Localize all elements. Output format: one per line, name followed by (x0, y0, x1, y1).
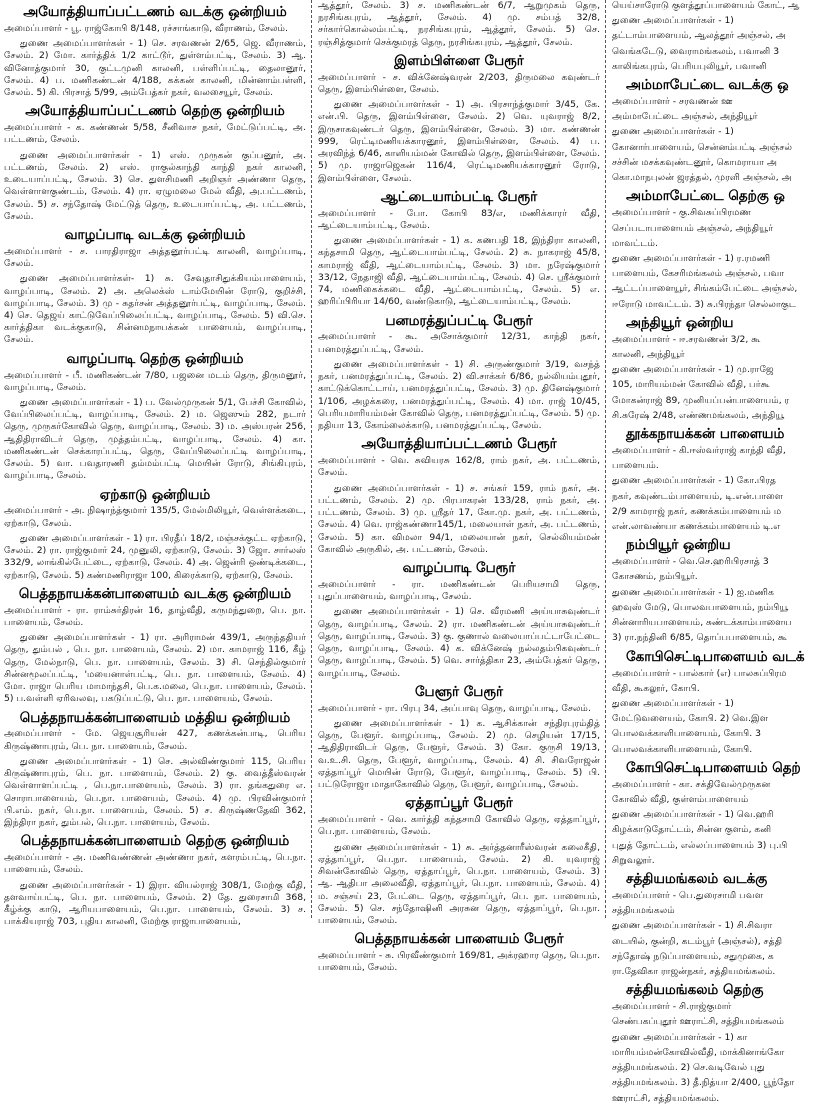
member-entry: துணை அமைப்பாளர்கள் - 1) (612, 126, 734, 138)
member-entry: துணை அமைப்பாளர்கள் - 1) செ. சரவணன் 2/65, ஜெ. வீராணம், சேலம். 2) மோ. கார்த்திக் 1/2 காட்டூர், துள்ளம்பட்டி, சேலம். 3) ஆ. வினோத்குமார் 30, குட்டமுனி காலனி, பள்ளிப்பட்டி, தைலானூர், சேலம். 4) ப. மணிகண்டன் 4/188, கக்கன் காலனி, மின்னாம்பள்ளி, சேலம். 5) கி. பிரசாத் 5/99, அம்பேத்கர் நகர், வலசையூர், சேலம். (4, 38, 306, 99)
org-section (318, 314, 600, 433)
member-entry: துணை அமைப்பாளர்கள் - 1) அ. பிரசாந்த்குமார் 3/45, கே. என்.பி. தெரு, இளம்பிள்ளை, சேலம். 2) வெ. யுவராஜ் 8/2, இருசாகவுண்டர் தெரு, இளம்பிள்ளை, சேலம். 3) மா. கண்ணன் 999, ரெட்டிமணியக்காரனூர், இளம்பிள்ளை, சேலம். 4) ப. அரவிந்த் 6/46, காளியம்மன் கோவில் தெரு, இளம்பிள்ளை, சேலம். 5) மு. ராஜாஜெகன் 116/4, ரெட்டிமணியக்காரனூர் ரோடு, இளம்பிள்ளை, சேலம். (318, 99, 600, 184)
convener-entry: அமைப்பாளர் - மே. ஜெயசூரியன் 427, கணக்கன்பாடி, பெரிய கிருஷ்ணாபுரம், பெ. நா. பாளையம், சேலம். (4, 728, 306, 752)
member-entry: வெங்கடேடு, வைராமங்கலம், பவானி 3 (612, 45, 780, 57)
org-section (318, 685, 600, 791)
member-entry: சின்னாரியபாளையம், சுண்டக்காம்பாளைய (612, 617, 792, 629)
member-entry: ஊராட்சி, சத்தியமங்கலம். (612, 1092, 720, 1104)
section-heading: வாழப்பாடி தெற்கு ஒன்றியம் (66, 350, 244, 367)
column-2 (314, 0, 604, 974)
org-section (318, 0, 600, 49)
convener-entry: அமைப்பாளர் - சு. பிரவீண்குமார் 169/81, அக்ரஹார தெரு, பெ.நா. பாளையம், சேலம். (318, 950, 600, 974)
convener-entry: அமைப்பாளர் - ரா. ராம்சுர்திரன் 16, தாழ்வீதி, கருமந்துறை, பெ. நா. பாளையம், சேலம். (4, 604, 306, 628)
member-entry: பாளையம். (612, 460, 659, 472)
member-entry: மாவட்டம். (612, 237, 658, 249)
member-entry: சந்தோஷ் நடுப்பாளையம், சதுமுகை, க (612, 950, 774, 962)
member-entry: துணை அமைப்பாளர்கள் - 1) ரா. அரிராமன் 439/1, அருந்ததியர் தெரு, தும்பல் , பெ. நா. பாளையம், சேலம். 2) மா. காமராஜ் 116, கீழ் தெரு, மேல்நாடு, பெ. நா. பாளையம், சேலம். 3) சி. செந்தில்குமார் சின்னமூலப்பட்டி, 'மயைனாள்பட்டி, பெ. நா. பாளையம், சேலம். 4) மோ. ராஜா பெரிய மாமாந்தசி, பெ.க.மலை, பெ.நா. பாளையம், சேலம். 5) ப.வள்ளி ஏரிவலவு, பகடுப்பட்டு, பெ. நா. பாளையம், சேலம். (4, 632, 306, 705)
member-entry: அமைப்பாளர் - சரவணன் ஊ (612, 96, 733, 108)
member-entry: அமைப்பாளர் - கா. சக்திவேல்முருகன (612, 778, 771, 790)
member-entry: துணை அமைப்பாளர்கள் - 1) கா (612, 1031, 748, 1043)
section-heading: வாழப்பாடி வடக்கு ஒன்றியம் (64, 226, 246, 243)
org-section (612, 983, 809, 1104)
column-1 (0, 0, 310, 928)
section-heading: பெத்தநாயக்கன்பாளையம் தெற்கு ஒன்றியம் (20, 833, 290, 850)
org-section (612, 538, 809, 644)
member-entry: வீதி, கூகலூர், கோபி. (612, 682, 700, 694)
section-heading: அயோத்தியாப்பட்டணம் பேரூர் (361, 436, 557, 453)
member-entry: துணை அமைப்பாளர்கள் - 1) க. கணபதி 18, இந்திரா காலனி, கந்தசாமி தெரு, ஆட்டையாம்பட்டி, சேலம். 2) சு. நாகராஜ் 45/8, காமராஜ் வீதி, ஆட்டையாம்பட்டி, சேலம். 3) மா. நரேஷ்குமார் 33/12, நேதாஜி வீதி, ஆட்டையாம்பட்டி, சேலம். 4) செ. ஸ்ரீக்குமார் 74, மணிகைக்கடை வீதி, ஆட்டையாம்பட்டி, சேலம். 5) எ. ஹரிப்பிரியா 14/60, வண்டுகாடு, ஆட்டையாம்பட்டி, சேலம். (318, 235, 600, 308)
org-section (612, 0, 809, 73)
member-entry: 105, மாரியம்மன் கோவில் வீதி, பர்கூ (612, 379, 770, 391)
member-entry: சிறுவலூர். (612, 854, 655, 866)
member-entry: மேட்டுவளையம், கோபி. 2) வெ.இள (612, 713, 769, 725)
section-heading: தூக்கநாயக்கன் பாளையம் (626, 426, 785, 443)
member-entry: கிழக்காடுதோட்டம், சின்ன குளம், கனி (612, 824, 772, 836)
member-entry: கோவில் வீதி, குள்ளம்பாளையம் (612, 793, 749, 805)
convener-entry: அமைப்பாளர் - ச. விக்னேஷ்வரன் 2/203, திருமலை கவுண்டர் தெரு, இளம்பிள்ளை, சேலம். (318, 71, 600, 96)
member-entry: ரா.தேவிகா ராஜன்நகர், சத்தியமங்கலம். (612, 966, 776, 978)
member-entry: அமைப்பாளர் - வெ.செ.ஹரிபிரசாத் 3 (612, 556, 769, 568)
section-heading: அம்மாபேட்டை தெற்கு ஒ (626, 188, 785, 205)
column-3 (608, 0, 813, 1104)
section-heading: பேளூர் பேரூர் (414, 683, 504, 700)
member-entry: சி.சுரேஷ் 2/48, எண்ணமங்கலம், அந்தியூ (612, 409, 785, 421)
member-entry: அமைப்பாளர் - பெ.துரைசாமி பவள (612, 890, 764, 901)
member-entry: நகர், கவுண்டம்பாளையம், டி.என்.பாளை (612, 490, 784, 502)
member-entry: அமைப்பாளர் - ஈ.சரவணன் 3/2, கூ (612, 333, 761, 345)
section-heading: இளம்பிள்ளை பேரூர் (394, 52, 524, 69)
org-section (318, 796, 600, 927)
convener-entry: அமைப்பாளர் - கூ. அசோக்குமார் 12/31, காந்தி நகர், பனமரத்துப்பட்டி, சேலம். (318, 331, 600, 355)
org-section (318, 932, 600, 974)
member-entry: பொலவக்காளிபாளையம், கோபி. (612, 743, 753, 755)
member-entry: துணை அமைப்பாளர்கள் - 1) ச. சங்கர் 159, ராம் நகர், அ. பட்டணம், சேலம். 2) மு. பிரபாகரன் 133/28, ராம் நகர், அ. பட்டணம், சேலம். 3) மு. ஸ்ரீதர் 17, கோ.மு. நகர், அ. பட்டணம், சேலம். 4) வெ. ராஜ்கண்ணா145/1, மலையாள் நகர், அ. பட்டணம், சேலம். 5) கா. விமலா 94/1, மலையான் நகர், செல்லியம்மன் கோவில் அருகில், அ. பட்டணம், சேலம். (318, 482, 600, 555)
member-entry: பொலவக்காளிபாளையம், கோபி. 3 (612, 728, 761, 740)
column-divider-1 (311, 0, 312, 918)
section-heading: கோபிசெட்டிபாளையம் வடக் (626, 648, 805, 665)
member-entry: காலனி, அந்தியூர் (612, 348, 685, 360)
section-heading: அந்தியூர் ஒன்றிய (626, 314, 734, 331)
member-entry: துணை அமைப்பாளர்கள் - 1) செ. வீரமணி அய்யாசுவுண்டர் தெரு, வாழப்பாடி, சேலம். 2) ரா. மணிகண்டன் அய்யாசுவுண்டர் தெரு, வாழப்பாடி, சேலம். 3) கு. குணால் வலையாப்பட்டாபேட்டை தெரு, வாழப்பாடி, சேலம். 4) க. விக்னேஷ் நல்லதம்பிகவுண்டர் தெரு, வாழப்பாடி, சேலம். 5) வெ. சார்த்திகா 23, அம்பேத்கர் தெரு, வாழப்பாடி, சேலம். (318, 606, 600, 679)
org-section (612, 427, 809, 533)
org-section (318, 54, 600, 185)
org-section (612, 78, 809, 184)
member-entry: 3) ரா.நந்தினி 6/85, தொப்பபாளையம், கூ (612, 632, 788, 644)
section-heading: அயோத்தியாப்பட்டணம் தெற்கு ஒன்றியம் (25, 103, 285, 120)
member-entry: யெய்சாரோடு குளத்தூப்பாளையம் கோட், ஆ (612, 0, 800, 11)
member-entry: காலிங்கபுரம், பெரியபுலியூர், பவானி (612, 60, 767, 72)
member-entry: சத்தியமங்கலம் (612, 905, 675, 917)
member-entry: துணை அமைப்பாளர்கள் - 1) வெ.ஹரி (612, 809, 774, 821)
member-entry: அமைப்பாளர் - கு.சிவசுப்பிரமண (612, 207, 752, 219)
org-section (4, 352, 306, 483)
member-entry: பாளையம், கேசரிமங்கலம் அஞ்சல், பவா (612, 268, 785, 280)
member-entry: டையில், குன்றி, கடம்பூர் (அஞ்சல்), சத்தி (612, 935, 783, 947)
member-entry: துணை அமைப்பாளர்கள் - 1) க. ஆசிக்கான் சந்திரபுரம்தித் தெரு, பேளூர். வாழப்பாடி, சேலம். 2) மு. செழியன் 17/15, ஆதிதிராவிடர் தெரு, பேளூர், சேலம். 3) கோ. குருசி 19/13, வ.உ.சி. தெரு, பேளூர், வாழப்பாடி, சேலம். 4) சி. சிவரோஜன் ஏத்தாப்பூர் மெயின் ரோடு, பேளூர், வாழப்பாடி, சேலம். 5) பி. பட்டுரோஜா மாதாகோவில் தெரு, பேளூர், வாழப்பாடி, சேலம். (318, 717, 600, 791)
member-entry: துணை அமைப்பாளர்கள் - 1) இரா. வியல்ராஜ் 308/1, மேற்கு வீதி, தளவாய்பட்டி, பெ. நா. பாளையம், சேலம். 2) தே. துரைசாமி 368, கீழ்க்கு காடு, ஆரியபாளையம், பெ.நா. பாளையம், சேலம். 3) ச. பாக்கியராஜ் 703, புதிய காலனி, மேற்கு ராஜாபாளையம், (4, 879, 306, 928)
section-heading: சத்தியமங்கலம் தெற்கு (626, 982, 764, 999)
member-entry: கொ.மாநபுலன் ஜரத்தல், முரளி அஞ்சல், அ (612, 172, 792, 184)
org-section (4, 834, 306, 928)
member-entry: துணை அமைப்பாளர்கள் - 1) செ. அல்விண்குமார் 115, பெரிய கிருஷ்ணாபுரம், பெ. நா. பாளையம், சேலம். 2) கு. வைத்தீஸ்வரன் வெள்ளாளப்பட்டி , பெ.நா.பாளையம், சேலம். 3) ரா. தங்கதுரை எ. சொராபாளையம், பெ.நா. பாளையம், சேலம். 4) மு. பிரவின்குமார் பி.எம். நகர், பெ.நா. பாளையம், சேலம். 5) ச. கிருஷ்ணதேவி 362, இந்திரா நகர், தும்பல், பெ.நா. பாளையம், சேலம். (4, 755, 306, 829)
org-section (612, 650, 809, 756)
section-heading: ஆட்டையாம்பட்டி பேரூர் (380, 188, 538, 205)
org-section (4, 5, 306, 99)
org-section (4, 488, 306, 582)
convener-entry: அமைப்பாளர் - வெ. கார்த்தி கந்தசாமி கோவில் தெரு, ஏத்தாப்பூர், பெ.நா. பாளையம், சேலம். (318, 814, 600, 838)
member-entry: துணை அமைப்பாளர்கள் - 1) மு.ராஜே (612, 364, 774, 376)
org-section (4, 587, 306, 706)
member-entry: துணை அமைப்பாளர்கள்- 1) சு. சேவுதாசிதுக்கியம்பாளையம், வாழப்பாடி, சேலம். 2) அ. அலெக்ஸ் டாம்மேயின் ரோடு, குறிச்சி, வாழப்பாடி, சேலம். 3) மு - சுதர்சன் அத்தனூர்பட்டி, வாழப்பாடி, சேலம். 4) செ. தெஜய் காட்டுவேப்பிலைப்பட்டி, வாழப்பாடி, சேலம். 5) வி.செ. கார்த்திகா வடக்குகாடு, சின்னமநாயக்கன் பாளையம், வாழப்பாடி, சேலம். (4, 273, 306, 346)
convener-entry: அமைப்பாளர் - வெ. சுவியரசு 162/8, ராம் நகர், அ. பட்டணம், சேலம். (318, 455, 600, 479)
org-section (612, 761, 809, 867)
member-entry: என்.லாவண்யா கணக்கம்பாளையம் டி.எ (612, 521, 781, 533)
member-entry: அம்மாபேட்டை அஞ்சல், அந்தியூர் (612, 111, 758, 123)
section-heading: அயோத்தியாப்பட்டணம் வடக்கு ஒன்றியம் (23, 4, 287, 20)
convener-entry: அமைப்பாளர் - ரா. பிரபு 34, அப்பாவு தெரு, வாழப்பாடி, சேலம். (318, 702, 591, 714)
org-section (612, 189, 809, 310)
section-heading: பெத்தநாயக்கன்பாளையம் வடக்கு ஒன்றியம் (18, 585, 292, 602)
convener-entry: அமைப்பாளர் - க. கண்ணன் 5/58, சீனிவாச நகர், மேட்டுப்பட்டி, அ. பட்டணம், சேலம். (4, 122, 306, 146)
member-entry: ஈரோடு மாவட்டம். 3) சு.பிரந்தா செல்லாகுட (612, 298, 797, 310)
org-section (612, 872, 809, 978)
section-heading: நம்பியூர் ஒன்றிய (626, 537, 731, 554)
member-entry: அமைப்பாளர் - கி.ஈஸ்வர்ராஜ் காந்தி வீதி, (612, 445, 786, 456)
member-entry: துணை அமைப்பாளர்கள் - 1) ரா. பிரதீப் 18/2, மஞ்சக்குட்ட ஏற்காடு, சேலம். 2) ரா. ராஜ்குமார் 24, முனுலி, ஏற்காடு, சேலம். 3) ஜோ. சார்லஸ் 332/9, லாங்கில்பேட்டை, ஏற்காடு, சேலம். 4) அ. ஜென்ரி ஒண்டிக்கடை, ஏற்காடு, சேலம். 5) கண்மணிராஜா 100, கிரைக்காடு, ஏற்காடு, சேலம். (4, 532, 306, 581)
member-entry: துணை அமைப்பாளர்கள் - 1) (612, 15, 734, 27)
member-entry: புதுத் தோட்டம், எல்லப்பாளையம் 3) பு.பி (612, 839, 788, 851)
convener-entry: அமைப்பாளர் - போ. கோபி 83/எ, மணிக்காரர் வீதி, ஆட்டையாம்பட்டி, சேலம். (318, 207, 600, 231)
member-entry: துணை அமைப்பாளர்கள் - 1) (612, 697, 734, 709)
member-entry: துணை அமைப்பாளர்கள் - 1) ஐ.மணிக (612, 586, 775, 598)
org-section (4, 711, 306, 830)
section-heading: பெத்தநாயக்கன்பாளையம் மத்திய ஒன்றியம் (19, 709, 291, 726)
member-entry: அமைப்பாளர் - பால்கார் (எ) பாலசுப்பிரம (612, 667, 787, 679)
member-entry: துணை அமைப்பாளர்கள் - 1) சி. அருண்குமார் 3/19, வசந்த் நகர், பனமரத்துப்பட்டி, சேலம். 2) வி.சாக்கர் 6/86, நல்லியம்புதூர், காட்டுக்கொட்டாய், பனமரத்துப்பட்டி, சேலம். 3) மு. தினேஷ்குமார் 1/106, அழக்கரை, பனமரத்துப்பட்டி, சேலம். 4) மா. ராஜ் 10/45, பெரியமாரியம்மன் கோவில் தெரு, பனமரத்துப்பட்டி, சேலம். 5) மு. நதியா 13, கோம்லைக்காடு, பனமரத்துப்பட்டி, சேலம். (318, 358, 600, 432)
org-section (4, 104, 306, 223)
convener-entry: அமைப்பாளர் - ரா. மணிகண்டன் பெரியசாமி தெரு, புதுப்பாளையம், வாழப்பாடி, சேலம். (318, 578, 600, 603)
member-entry: துணை அமைப்பாளர்கள் - 1) சி.சிவரா (612, 920, 773, 932)
member-entry: அமைப்பாளர் - சி.ராஜ்குமார் (612, 1001, 732, 1013)
member-entry: சச்சின் மசக்கவுண்டனூர், கொமராயா அ (612, 156, 778, 168)
member-entry: துணை அமைப்பாளர்கள் - 1) எஸ். முருகன் குப்பனூர், அ. பட்டணம், சேலம். 2) எஸ். ராகுல்காந்தி காந்தி நகர் காலனி, உடையாப்பட்டி, சேலம். 3) செ. துளசிமணி அறிஞர் அண்ணா தெரு, வெள்ளாளகுண்டம், சேலம். 4) ரா. ஏழுமலை மேல் வீதி, அ.பட்டணம், சேலம். 5) ச. சந்தோஷ் மேட்டுத் தெரு, உடையாப்பட்டி, அ. பட்டணம், சேலம். (4, 149, 306, 222)
member-entry: செண்பகப்புதூர் ஊராட்சி, சத்தியமங்கலம் (612, 1016, 784, 1028)
org-section (318, 437, 600, 556)
convener-entry: அமைப்பாளர் - பூ. ராஜ்கோபி 8/148, ரச்சாங்காடு, வீராணம், சேலம். (4, 22, 288, 34)
section-heading: ஏத்தாப்பூர் பேரூர் (405, 795, 513, 812)
org-section (318, 561, 600, 680)
convener-entry: அமைப்பாளர் - அ. நிஷாந்த்குமார் 135/5, மேல்மிலியூர், வெள்ளக்கடை, ஏற்காடு, சேலம். (4, 505, 306, 529)
convener-entry: அமைப்பாளர் - ச. பாரதிராஜா அத்தனூர்பட்டி காலனி, வாழப்பாடி, சேலம். (4, 245, 306, 270)
org-section (4, 228, 306, 347)
member-entry: துணை அமைப்பாளர்கள் - 1) சு. அர்த்தனாரீஸ்வரன் கலைகீதி, ஏத்தாப்பூர், பெ.நா. பாளையம், சேலம். 2) கி. யுவராஜ் சிவன்கோவில் தெரு, ஏத்தாப்பூர், பெ.நா. பாளையம், சேலம். 3) ஆ. ஆதிபா அலைவீதி, ஏத்தாப்பூர், பெ.நா. பாளையம், சேலம். 4) ம. சஞ்சய் 23, பேட்டை தெரு, ஏத்தாப்பூர், பெ. நா. பாளையம், சேலம். 5) செ. சந்தோஷினி அரசுன தெரு, ஏத்தாப்பூர், பெ.நா. பாளையம், சேலம். (318, 841, 600, 926)
member-entry: கோனார்பாளையம், சென்னம்பட்டி அஞ்சல் (612, 141, 793, 153)
member-entry: ஆட்டப்பாளையூர், சிங்கம்பேட்டை அஞ்சல், (612, 283, 798, 295)
org-section (318, 190, 600, 309)
column-divider-2 (605, 0, 606, 918)
member-entry: மோகன்ராஜ் 89, முனியப்பன்பாளையம், ர (612, 394, 790, 406)
member-entry: ஹவுஸ் மேடு, பொலவபாளையம், நம்பியூ (612, 601, 789, 613)
section-heading: பனமரத்துப்பட்டி பேரூர் (385, 312, 533, 329)
member-entry: தட்டாம்பாளையம், ஆலத்தூர் அஞ்சல், அ (612, 30, 787, 42)
section-heading: கோபிசெட்டிபாளையம் தெற் (626, 759, 801, 776)
section-heading: வாழப்பாடி பேரூர் (402, 560, 516, 577)
member-entry: ஆத்தூர், சேலம். 3) ச. மணிகண்டன் 6/7, ஆறுமுகம் தெரு, நரசிங்கபுரம், ஆத்தூர், சேலம். 4) மு. சம்பத் 32/8, சர்கார்கொல்லம்பட்டி, நரசிங்கபுரம், ஆத்தூர், சேலம். 5) செ. ரஞ்சித்குமார் செக்குமரத் தெரு, நரசிங்கபுரம், ஆத்தூர், சேலம். (318, 0, 600, 48)
section-heading: சத்தியமங்கலம் வடக்கு (626, 871, 768, 888)
member-entry: துணை அமைப்பாளர்கள் - 1) கோ.பிரத (612, 475, 777, 487)
member-entry: 2/9 காமராஜ் நகர், கணக்கம்பாளையம் ம (612, 505, 782, 517)
member-entry: துணை அமைப்பாளர்கள் - 1) ப. வேல்முருகன் 5/1, பேச்சி கோவில், வேப்பிலைப்பட்டி, வாழப்பாடி, சேலம். 2) ம. ஜெஸும் 282, நடார் தெரு, முருகர்கோவில் தெரு, வாழப்பாடி, சேலம். 3) ம. அஸ்பரன் 256, ஆதிதிராவிடர் தெரு, முத்தம்பட்டி, வாழப்பாடி, சேலம். 4) கா. மணிகண்டன் செக்காரப்பட்டி, தெரு, வேப்பிலைப்பட்டி வாழப்பாடி, சேலம். 5) வா. பவதாரணி தம்மம்பட்டி மெயின் ரோடு, சிங்கிபுரம், வாழப்பாடி, சேலம். (4, 397, 306, 482)
member-entry: கோசணம், நம்பியூர். (612, 571, 698, 583)
member-entry: மாரியம்மன்கோவில்வீதி, மாக்கினாங்கோ (612, 1046, 785, 1058)
convener-entry: அமைப்பாளர் - அ. மணிவண்ணன் அண்ணா நகர், களரம்பட்டி, பெ.நா. பாளையம், சேலம். (4, 852, 306, 876)
member-entry: துணை அமைப்பாளர்கள் - 1) ர.ரமணி (612, 252, 771, 264)
section-heading: அம்மாபேட்டை வடக்கு ஒ (626, 77, 789, 94)
convener-entry: அமைப்பாளர் - பீ. மணிகண்டன் 7/80, பஜனை மடம் தெரு, திருமனூர், வாழப்பாடி, சேலம். (4, 369, 306, 393)
member-entry: செப்படாபாளையம் அஞ்சல், அந்தியூர் (612, 222, 774, 234)
section-heading: பெத்தநாயக்கன் பாளையம் பேரூர் (354, 931, 564, 948)
section-heading: ஏற்காடு ஒன்றியம் (99, 486, 211, 503)
org-section (612, 316, 809, 422)
member-entry: சத்தியமங்கலம். 2) செ.வடிவேல் புது (612, 1062, 765, 1074)
member-entry: சத்தியமங்கலம். 3) தீ.நித்யா 2/400, பூந்தோ (612, 1077, 795, 1089)
